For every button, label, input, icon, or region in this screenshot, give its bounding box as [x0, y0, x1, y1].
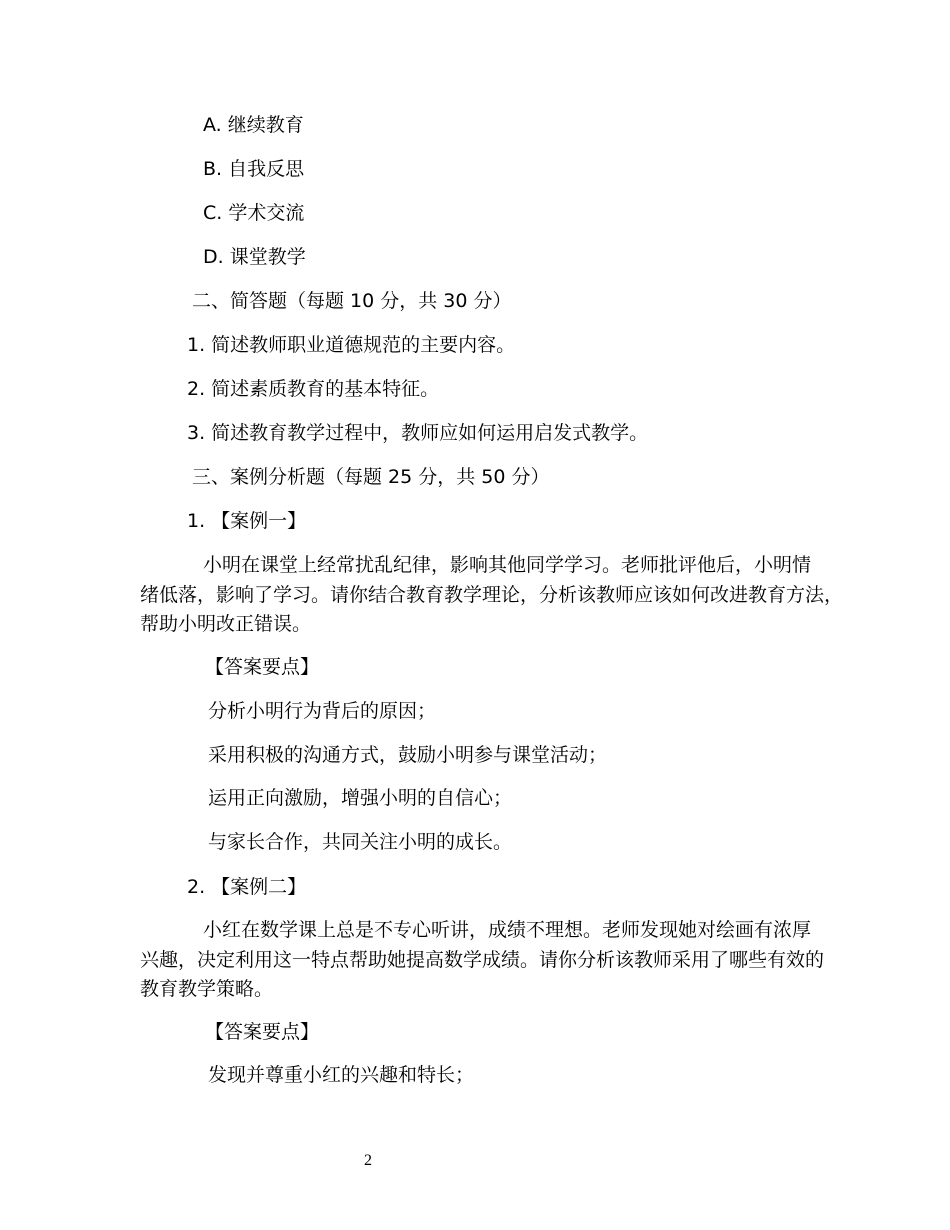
case1-answer: 采用积极的沟通方式，鼓励小明参与课堂活动；: [208, 744, 608, 766]
question-3: 3. 简述教育教学过程中，教师应如何运用启发式教学。: [187, 422, 649, 444]
case2-title: 2. 【案例二】: [187, 876, 307, 898]
case1-answer-label: 【答案要点】: [205, 656, 320, 678]
case2-text-line: 教育教学策略。: [140, 978, 274, 1000]
case1-text-line: 帮助小明改正错误。: [140, 613, 312, 635]
case1-answer: 分析小明行为背后的原因；: [208, 700, 437, 722]
case1-answer: 与家长合作，共同关注小明的成长。: [208, 831, 513, 853]
page-number: 2: [364, 1152, 372, 1169]
case1-text-line: 绪低落，影响了学习。请你结合教育教学理论，分析该教师应该如何改进教育方法，: [140, 584, 844, 606]
option-d: D. 课堂教学: [203, 246, 306, 268]
case1-answer: 运用正向激励，增强小明的自信心；: [208, 787, 513, 809]
option-a: A. 继续教育: [203, 114, 304, 136]
question-2: 2. 简述素质教育的基本特征。: [187, 378, 440, 400]
option-b: B. 自我反思: [203, 158, 305, 180]
case2-text-line: 兴趣，决定利用这一特点帮助她提高数学成绩。请你分析该教师采用了哪些有效的: [140, 949, 825, 971]
section2-heading: 二、简答题（每题 10 分，共 30 分）: [192, 290, 512, 312]
section3-heading: 三、案例分析题（每题 25 分，共 50 分）: [192, 466, 550, 488]
case1-text-line: 小明在课堂上经常扰乱纪律，影响其他同学学习。老师批评他后，小明情: [203, 554, 812, 576]
case1-title: 1. 【案例一】: [187, 510, 307, 532]
question-1: 1. 简述教师职业道德规范的主要内容。: [187, 334, 516, 356]
case2-answer: 发现并尊重小红的兴趣和特长；: [208, 1064, 475, 1086]
case2-text-line: 小红在数学课上总是不专心听讲，成绩不理想。老师发现她对绘画有浓厚: [203, 919, 812, 941]
case2-answer-label: 【答案要点】: [205, 1021, 320, 1043]
option-c: C. 学术交流: [203, 202, 305, 224]
